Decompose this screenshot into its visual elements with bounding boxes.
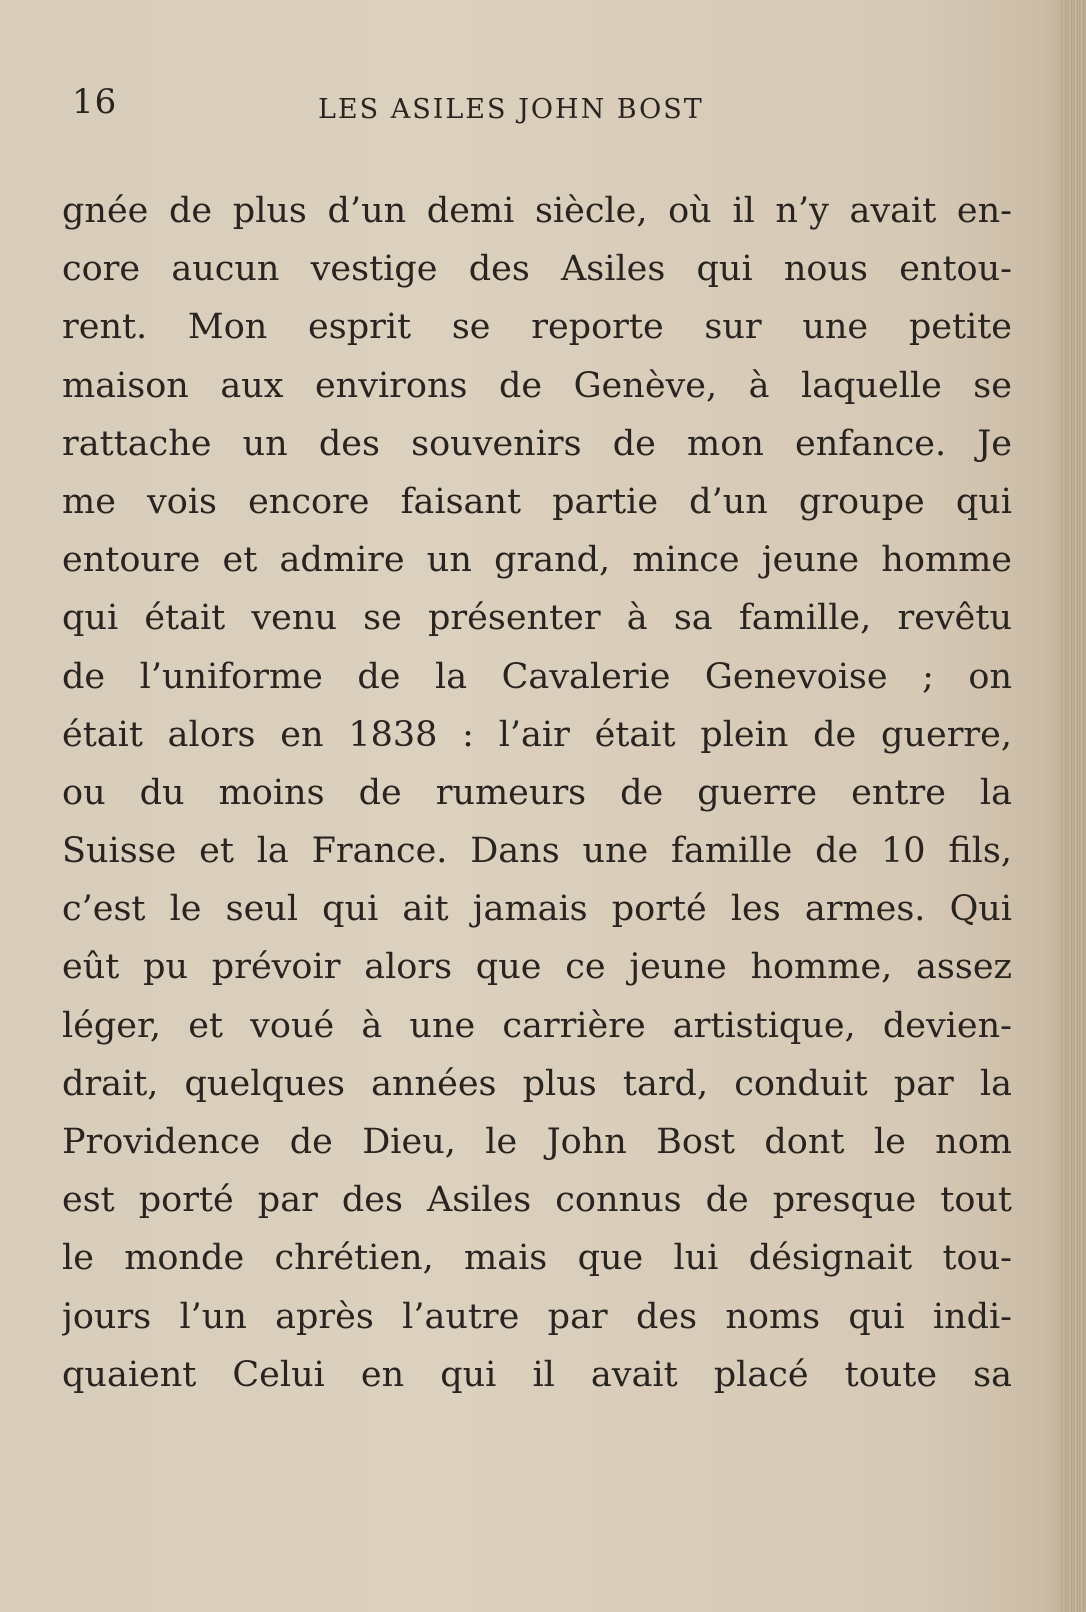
text-line: entoure et admire un grand, mince jeune homme	[62, 540, 1012, 581]
text-line: gnée de plus d’un demi siècle, où il n’y avait en-	[62, 191, 1012, 231]
text-line: de l’uniforme de la Cavalerie Genevoise ; on	[62, 656, 1012, 697]
text-line: maison aux environs de Genève, à laquelle se	[62, 365, 1012, 406]
text-line: rent. Mon esprit se reporte sur une petite	[62, 307, 1012, 348]
text-line: ou du moins de rumeurs de guerre entre la	[62, 772, 1012, 813]
text-line: jours l’un après l’autre par des noms qui indi-	[62, 1296, 1012, 1337]
body-text	[62, 182, 1012, 1404]
text-line: c’est le seul qui ait jamais porté les armes. Qui	[62, 889, 1012, 930]
text-line: core aucun vestige des Asiles qui nous entou-	[62, 249, 1012, 290]
running-title: LES ASILES JOHN BOST	[318, 94, 704, 125]
text-line: Suisse et la France. Dans une famille de 10 fils,	[62, 831, 1012, 872]
text-line: rattache un des souvenirs de mon enfance. Je	[62, 423, 1012, 464]
text-line: léger, et voué à une carrière artistique, devien-	[62, 1005, 1012, 1046]
text-line: est porté par des Asiles connus de presque tout	[62, 1180, 1012, 1221]
page-number: 16	[72, 82, 118, 122]
text-line: était alors en 1838 : l’air était plein de guerre,	[62, 714, 1012, 755]
text-line: quaient Celui en qui il avait placé toute sa	[62, 1354, 1012, 1395]
running-head	[66, 82, 786, 132]
page-edge-shadow	[1060, 0, 1086, 1612]
text-line: eût pu prévoir alors que ce jeune homme, assez	[62, 947, 1012, 988]
text-line: qui était venu se présenter à sa famille, revêtu	[62, 598, 1012, 639]
text-line: Providence de Dieu, le John Bost dont le nom	[62, 1122, 1012, 1162]
text-line: me vois encore faisant partie d’un groupe qui	[62, 481, 1012, 522]
text-line: drait, quelques années plus tard, conduit par la	[62, 1063, 1012, 1104]
text-line: le monde chrétien, mais que lui désignait tou-	[62, 1238, 1012, 1279]
